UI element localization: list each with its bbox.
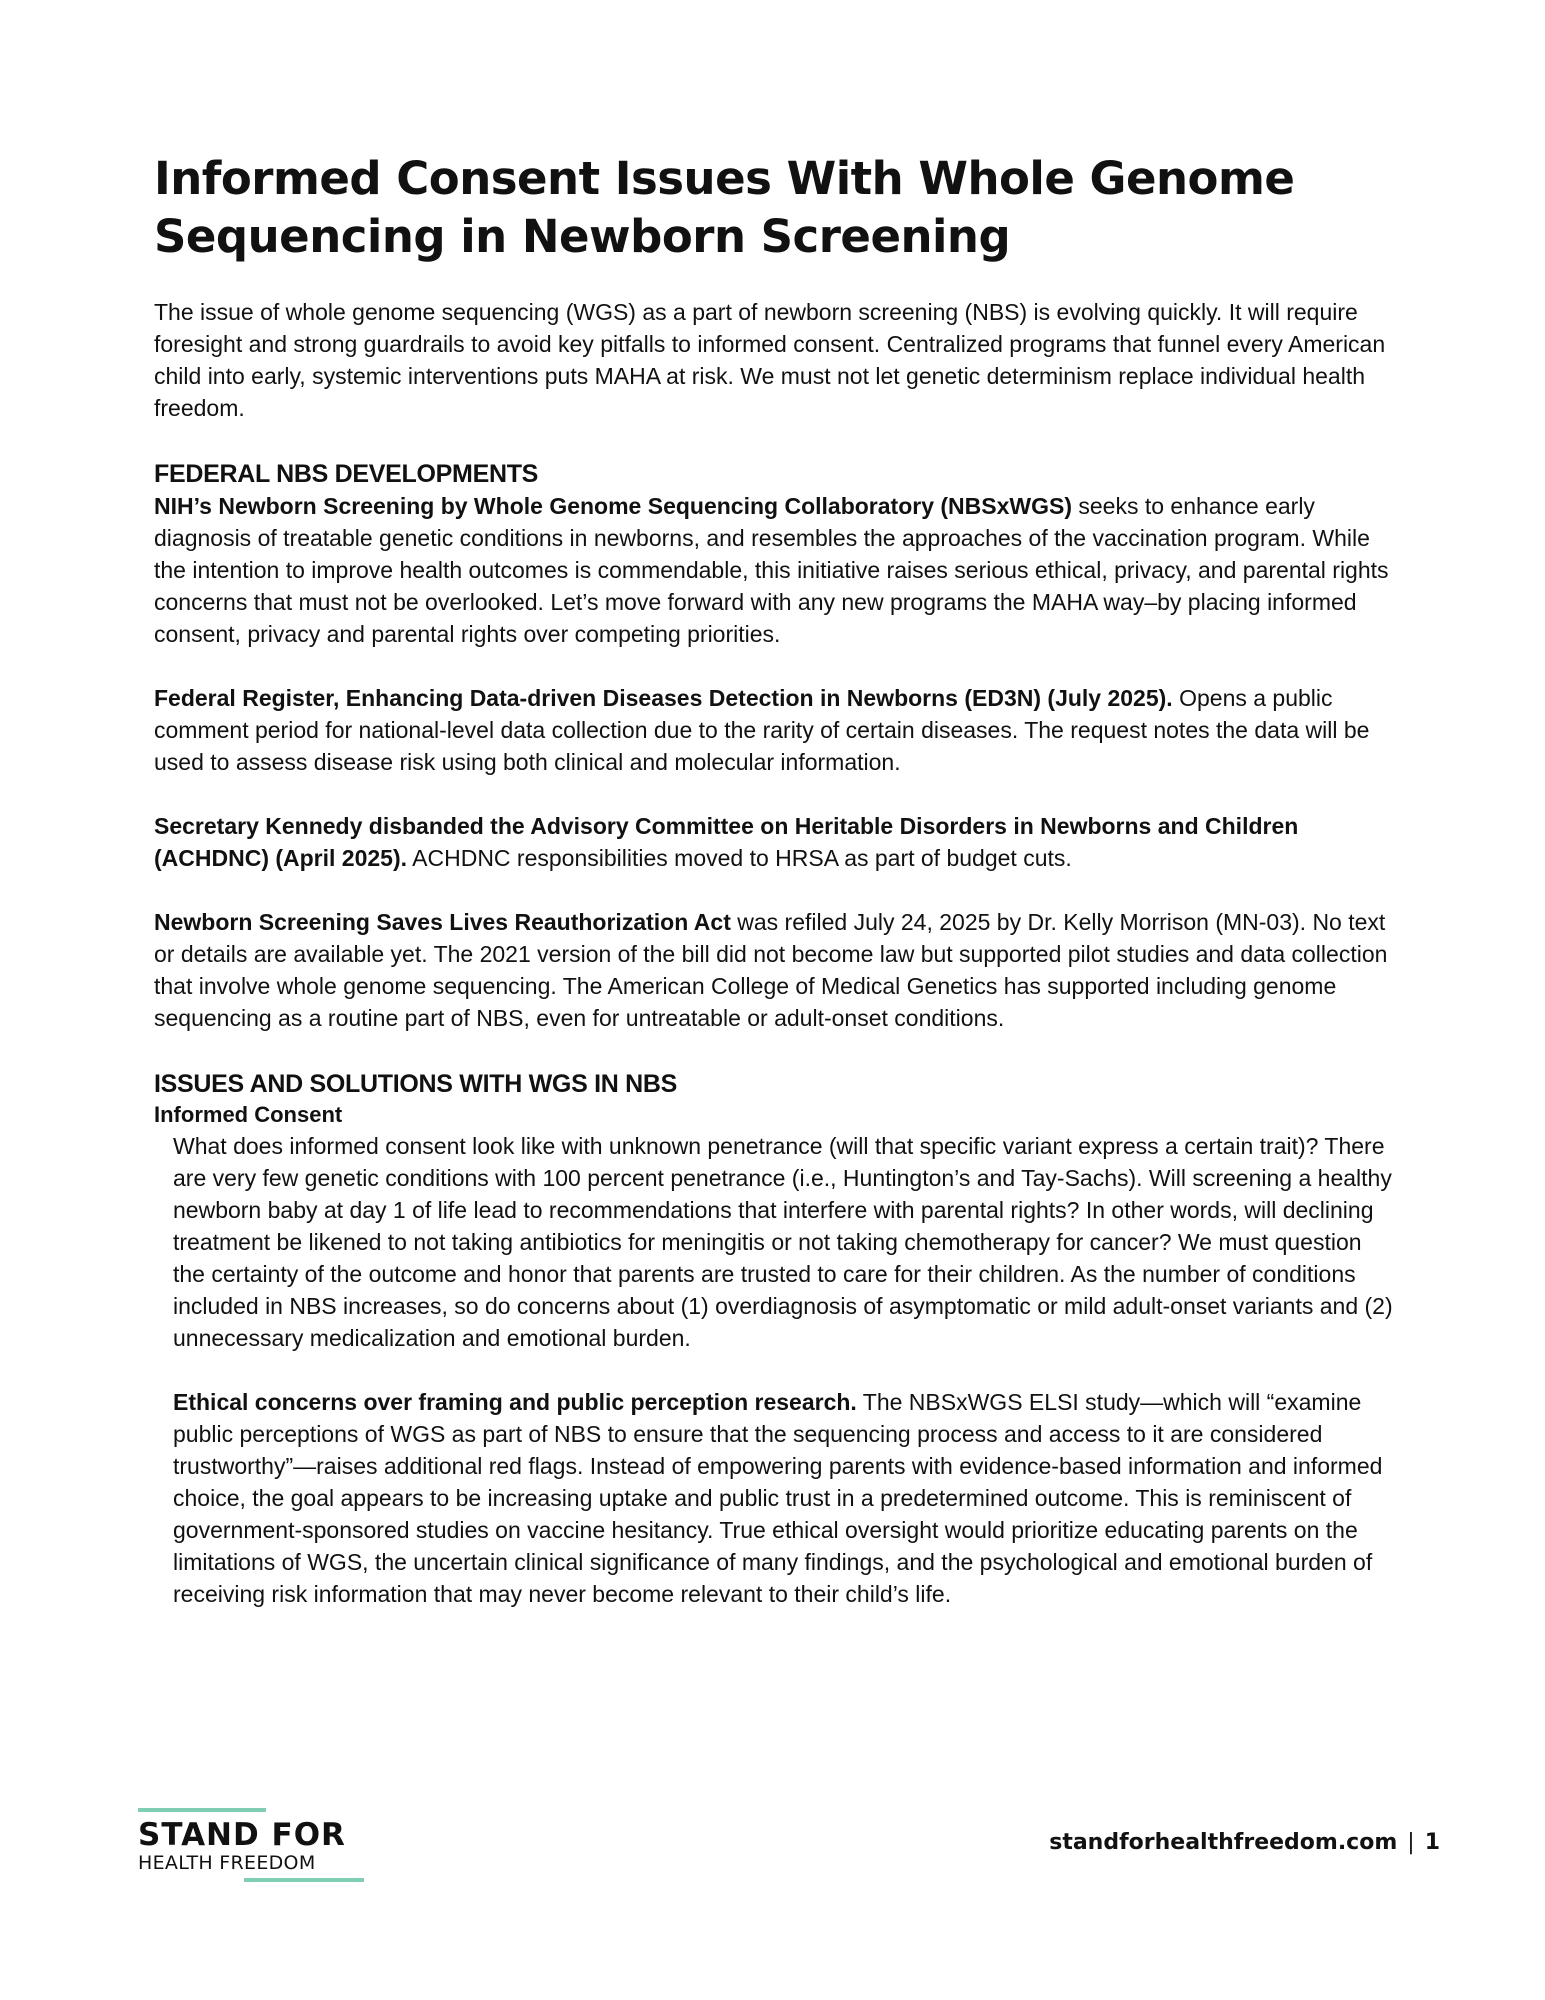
logo-text-line2: HEALTH FREEDOM [138, 1852, 316, 1874]
section-heading-issues-solutions: ISSUES AND SOLUTIONS WITH WGS IN NBS [154, 1070, 678, 1098]
logo-accent-bar-bottom [244, 1878, 364, 1882]
paragraph-body: seeks to enhance early diagnosis of treatable genetic conditions in newborns, and resembles the approaches of the vaccination program. While the intention to improve health outcomes is commendable, this initiative raises serious ethical, privacy, and parental rights concerns that must not be overlooked. Let’s move forward with any new programs the MAHA way–by placing informed consent, privacy and parental rights over competing priorities. [154, 493, 1389, 647]
page-number: 1 [1424, 1830, 1440, 1855]
paragraph-body: What does informed consent look like with unknown penetrance (will that specific variant express a certain trait)? There are very few genetic conditions with 100 percent penetrance (i.e., Huntington’s and Tay-Sachs). Will screening a healthy newborn baby at day 1 of life lead to recommendations that interfere with parental rights? In other words, will declining treatment be likened to not taking antibiotics for meningitis or not taking chemotherapy for cancer? We must question the certainty of the outcome and honor that parents are trusted to care for their children. As the number of conditions included in NBS increases, so do concerns about (1) overdiagnosis of asymptomatic or mild adult-onset variants and (2) unnecessary medicalization and emotional burden. [173, 1133, 1393, 1351]
logo-accent-bar-top [138, 1808, 266, 1812]
section-heading-federal-nbs: FEDERAL NBS DEVELOPMENTS [154, 460, 539, 488]
paragraph-lead: NIH’s Newborn Screening by Whole Genome Sequencing Collaboratory (NBSxWGS) [154, 493, 1072, 519]
document-title: Informed Consent Issues With Whole Genome Sequencing in Newborn Screening [154, 152, 1295, 263]
paragraph-ethical-concerns [173, 1386, 1394, 1610]
paragraph-body: Opens a public comment period for national-level data collection due to the rarity of certain diseases. The request notes the data will be used to assess disease risk using both clinical and molecular information. [154, 685, 1370, 775]
paragraph-ed3n [154, 682, 1394, 778]
paragraph-body: ACHDNC responsibilities moved to HRSA as part of budget cuts. [407, 845, 1072, 871]
paragraph-reauthorization-act [154, 906, 1394, 1034]
paragraph-lead: Secretary Kennedy disbanded the Advisory Committee on Heritable Disorders in Newborns and Children (ACHDNC) (April 2025). [154, 813, 1299, 871]
subheading-informed-consent: Informed Consent [154, 1102, 343, 1127]
paragraph-lead: Ethical concerns over framing and public perception research. [173, 1389, 857, 1415]
paragraph-body: The NBSxWGS ELSI study—which will “examine public perceptions of WGS as part of NBS to ensure that the sequencing process and access to it are considered trustworthy”—raises additional red flags. Instead of empowering parents with evidence-based information and informed choice, the goal appears to be increasing uptake and public trust in a predetermined outcome. This is reminiscent of government-sponsored studies on vaccine hesitancy. True ethical oversight would prioritize educating parents on the limitations of WGS, the uncertain clinical significance of many findings, and the psychological and emotional burden of receiving risk information that may never become relevant to their child’s life. [173, 1389, 1383, 1607]
paragraph-lead: Federal Register, Enhancing Data-driven Diseases Detection in Newborns (ED3N) (July 2025). [154, 685, 1173, 711]
paragraph-achdnc [154, 810, 1394, 874]
page-footer [1049, 1830, 1440, 1855]
paragraph-lead: Newborn Screening Saves Lives Reauthorization Act [154, 909, 731, 935]
informed-consent-block [154, 1130, 1394, 1610]
intro-paragraph: The issue of whole genome sequencing (WGS) as a part of newborn screening (NBS) is evolving quickly. It will require foresight and strong guardrails to avoid key pitfalls to informed consent. Centralized programs that funnel every American child into early, systemic interventions puts MAHA at risk. We must not let genetic determinism replace individual health freedom. [154, 299, 1386, 421]
paragraph-penetrance [173, 1130, 1394, 1354]
stand-for-health-freedom-logo [138, 1808, 368, 1882]
website-link[interactable]: standforhealthfreedom.com [1049, 1830, 1398, 1855]
paragraph-nbsxwgs [154, 490, 1394, 650]
document-page [154, 150, 1394, 1610]
footer-separator: | [1407, 1830, 1415, 1855]
logo-text-line1: STAND FOR [138, 1817, 346, 1853]
paragraph-body: was refiled July 24, 2025 by Dr. Kelly Morrison (MN-03). No text or details are available yet. The 2021 version of the bill did not become law but supported pilot studies and data collection that involve whole genome sequencing. The American College of Medical Genetics has supported including genome sequencing as a routine part of NBS, even for untreatable or adult-onset conditions. [154, 909, 1388, 1031]
